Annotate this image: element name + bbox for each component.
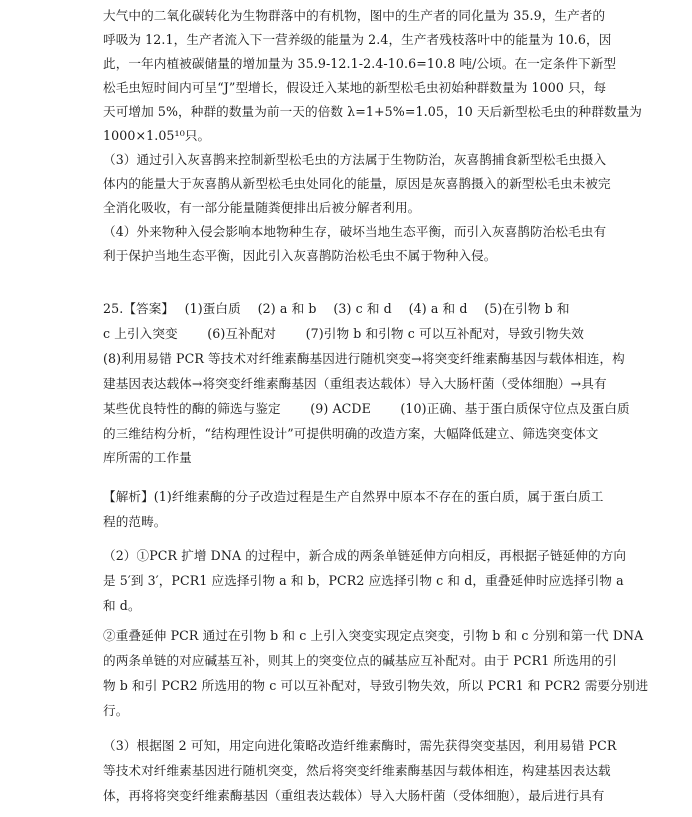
- analysis-line: （2）①PCR 扩增 DNA 的过程中，新合成的两条单链延伸方向相反，再根据子链延伸的方向: [103, 548, 627, 563]
- analysis-line: 是 5′到 3′，PCR1 应选择引物 a 和 b，PCR2 应选择引物 c 和 d，重叠延伸时应选择引物 a: [103, 573, 624, 588]
- analysis-line: 等技术对纤维素基因进行随机突变，然后将突变纤维素酶基因与载体相连，构建基因表达载: [103, 763, 611, 778]
- answer-line: 库所需的工作量: [103, 450, 192, 465]
- analysis-line: 的两条单链的对应碱基互补，则其上的突变位点的碱基应互补配对。由于 PCR1 所选用的引: [103, 653, 617, 668]
- text-line: 大气中的二氧化碳转化为生物群落中的有机物，图中的生产者的同化量为 35.9，生产者的: [103, 8, 606, 23]
- answer-line: 某些优良特性的酶的筛选与鉴定 (9) ACDE (10)正确、基于蛋白质保守位点及蛋白质: [103, 401, 630, 416]
- answer-line: c 上引入突变 (6)互补配对 (7)引物 b 和引物 c 可以互补配对，导致引物失效: [103, 326, 584, 341]
- text-line: 松毛虫短时间内可呈“J”型增长，假设迁入某地的新型松毛虫初始种群数量为 1000 只，每: [103, 80, 607, 95]
- analysis-line: 和 d。: [103, 598, 141, 613]
- text-line: 天可增加 5%，种群的数量为前一天的倍数 λ=1+5%=1.05，10 天后新型松毛虫的种群数量为: [103, 104, 642, 119]
- analysis-line: 体，再将将突变纤维素酶基因（重组表达载体）导入大肠杆菌（受体细胞），最后进行具有: [103, 788, 605, 803]
- analysis-line: 行。: [103, 703, 129, 718]
- text-line: （3）通过引入灰喜鹊来控制新型松毛虫的方法属于生物防治，灰喜鹊捕食新型松毛虫摄入: [103, 152, 607, 167]
- text-line: 呼吸为 12.1，生产者流入下一营养级的能量为 2.4，生产者残枝落叶中的能量为 10.6，因: [103, 32, 612, 47]
- analysis-line: （3）根据图 2 可知，用定向进化策略改造纤维素酶时，需先获得突变基因，利用易错 PCR: [103, 738, 617, 753]
- text-line: 全消化吸收，有一部分能量随粪便排出后被分解者利用。: [103, 200, 421, 215]
- answer-line: 建基因表达载体→将突变纤维素酶基因（重组表达载体）导入大肠杆菌（受体细胞）→具有: [103, 376, 607, 391]
- text-line: （4）外来物种入侵会影响本地物种生存，破坏当地生态平衡，而引入灰喜鹊防治松毛虫有: [103, 224, 607, 239]
- text-line: 利于保护当地生态平衡，因此引入灰喜鹊防治松毛虫不属于物种入侵。: [103, 248, 497, 263]
- text-line: 体内的能量大于灰喜鹊从新型松毛虫处同化的能量，原因是灰喜鹊摄入的新型松毛虫未被完: [103, 176, 611, 191]
- answer-line: 的三维结构分析，“结构理性设计”可提供明确的改造方案，大幅降低建立、筛选突变体文: [103, 426, 599, 441]
- analysis-line: 物 b 和引 PCR2 所选用的物 c 可以互补配对，导致引物失效，所以 PCR1 和 PCR2 需要分别进: [103, 678, 649, 693]
- text-line: 1000×1.05¹⁰只。: [103, 128, 211, 143]
- analysis-line: 程的范畴。: [103, 514, 167, 529]
- analysis-line: 【解析】(1)纤维素酶的分子改造过程是生产自然界中原本不存在的蛋白质，属于蛋白质工: [103, 489, 604, 504]
- answer-line: (8)利用易错 PCR 等技术对纤维素酶基因进行随机突变→将突变纤维素酶基因与载体相连，构: [103, 351, 625, 366]
- answer-line: 25.【答案】 (1)蛋白质 (2) a 和 b (3) c 和 d (4) a 和 d (5)在引物 b 和: [103, 301, 570, 316]
- text-line: 此，一年内植被碳储量的增加量为 35.9-12.1-2.4-10.6=10.8 吨/公顷。在一定条件下新型: [103, 56, 617, 71]
- analysis-line: ②重叠延伸 PCR 通过在引物 b 和 c 上引入突变实现定点突变，引物 b 和 c 分别和第一代 DNA: [103, 628, 644, 643]
